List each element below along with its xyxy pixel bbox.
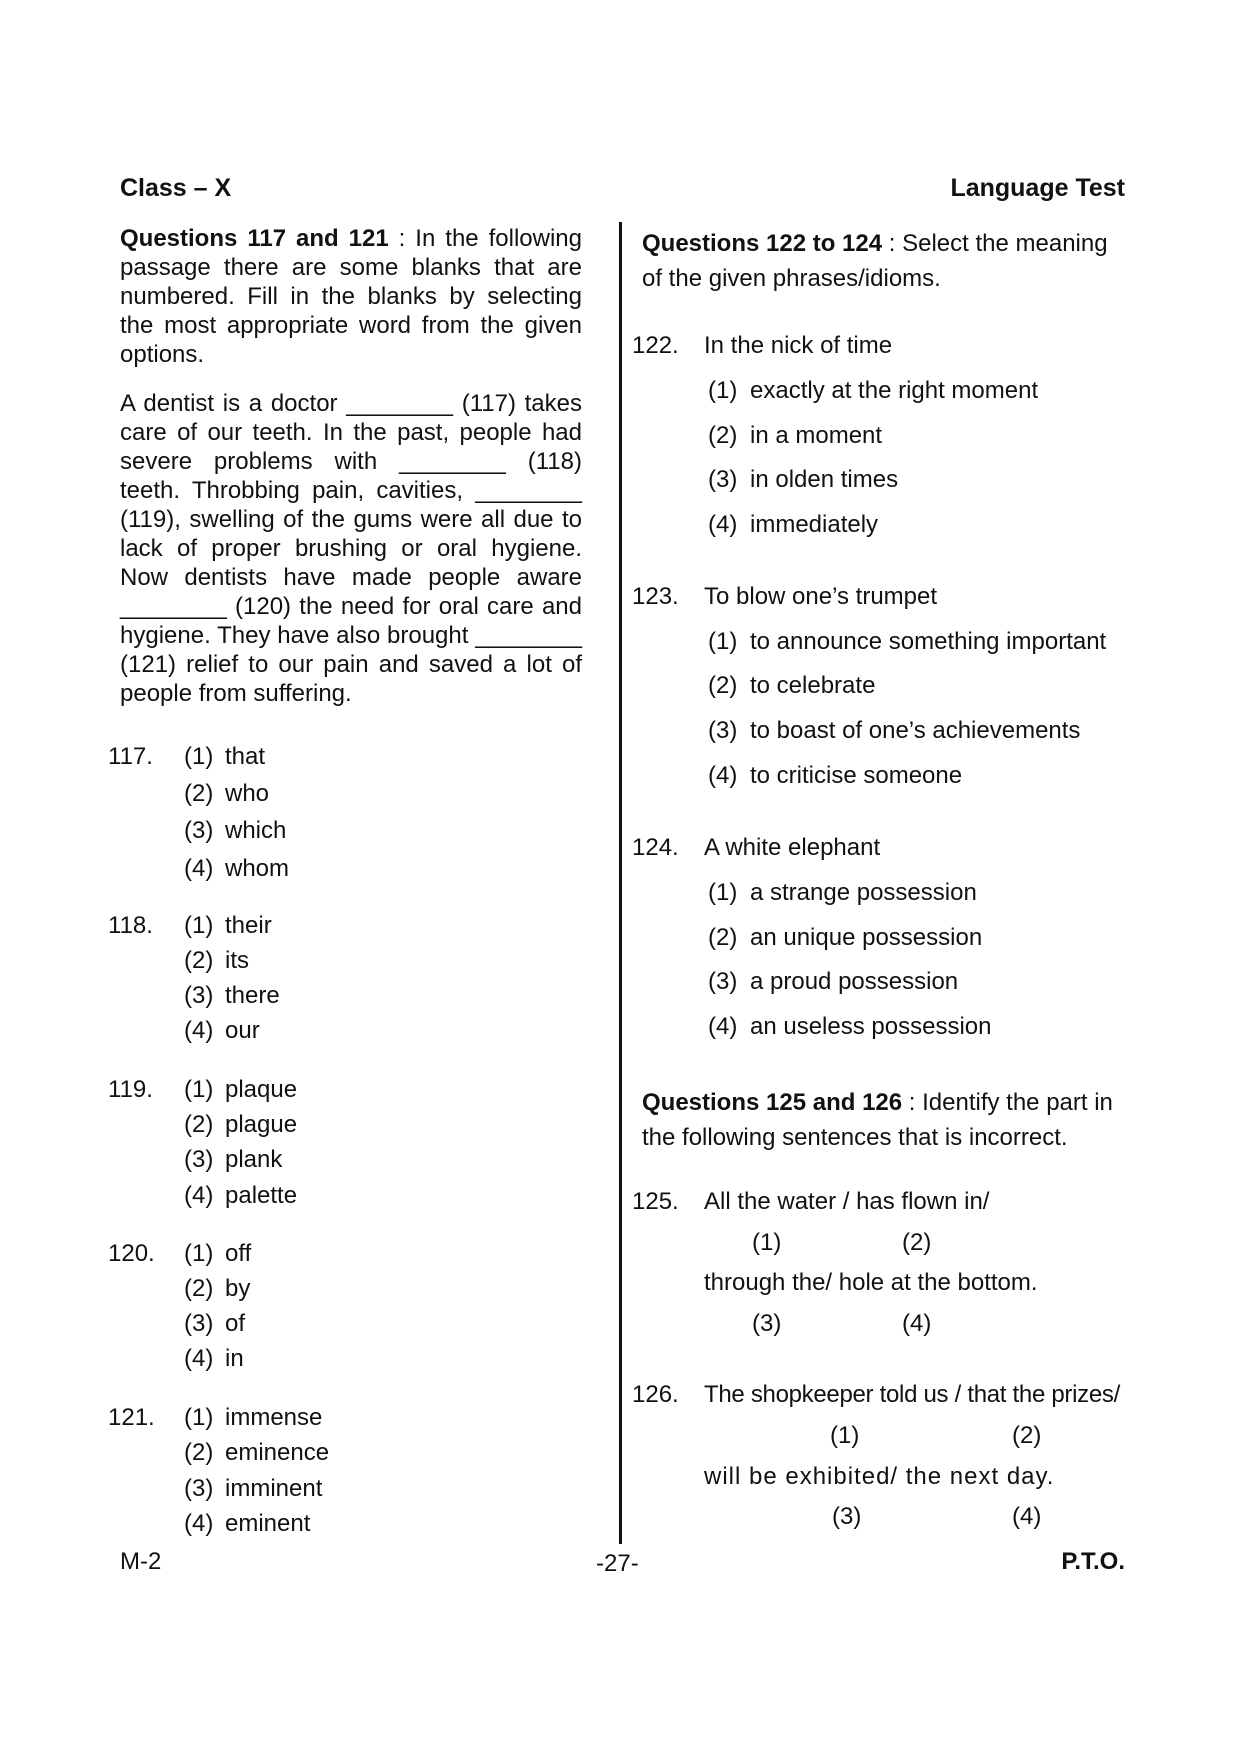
- page-number: -27-: [596, 1550, 639, 1577]
- idioms-text: : Select the meaning of the given phrases/idioms.: [642, 230, 1108, 292]
- option[interactable]: (1) off: [184, 1240, 252, 1267]
- option[interactable]: (1) to announce something important: [708, 628, 1107, 655]
- question-number: 121.: [108, 1404, 155, 1431]
- idioms-heading: Questions 122 to 124: [642, 230, 883, 257]
- question-text: To blow one’s trumpet: [704, 583, 938, 610]
- option[interactable]: (4) eminent: [184, 1510, 311, 1537]
- option[interactable]: (1) plaque: [184, 1076, 298, 1103]
- option[interactable]: (3) to boast of one’s achievements: [708, 717, 1081, 744]
- option[interactable]: (4) our: [184, 1017, 260, 1044]
- part-marker[interactable]: (1): [752, 1229, 782, 1256]
- section-title: Language Test: [950, 174, 1125, 202]
- option[interactable]: (2) by: [184, 1275, 251, 1302]
- question-number: 125.: [632, 1188, 679, 1215]
- question-number: 119.: [108, 1076, 153, 1103]
- option[interactable]: (3) of: [184, 1310, 246, 1337]
- option[interactable]: (4) immediately: [708, 511, 879, 538]
- class-label: Class – X: [120, 174, 232, 202]
- option[interactable]: (3) a proud possession: [708, 968, 959, 995]
- option[interactable]: (2) an unique possession: [708, 924, 983, 951]
- passage-text: A dentist is a doctor ________ (117) takes care of our teeth. In the past, people had severe problems with ________ (118) teeth. Throbbing pain, cavities, ________ (119), swelling of the gums were all due to lack of proper brushing or oral hygiene. Now dentists have made people aware ________ (120) the need for oral care and hygiene. They have also brought ________ (121) relief to our pain and saved a lot of people from suffering.: [120, 390, 582, 707]
- question-number: 118.: [108, 912, 153, 939]
- question-text: A white elephant: [704, 834, 881, 861]
- option[interactable]: (1) their: [184, 912, 272, 939]
- booklet-code: M-2: [120, 1548, 162, 1575]
- sentence-part-line: will be exhibited/ the next day.: [704, 1463, 1055, 1490]
- sentence-part-line: through the/ hole at the bottom.: [704, 1269, 1038, 1296]
- part-marker[interactable]: (2): [1012, 1422, 1042, 1449]
- option[interactable]: (3) plank: [184, 1146, 283, 1173]
- option[interactable]: (2) its: [184, 947, 249, 974]
- part-marker[interactable]: (2): [902, 1229, 932, 1256]
- question-number: 122.: [632, 332, 679, 359]
- question-number: 123.: [632, 583, 679, 610]
- error-spotting-instructions: [642, 1085, 1122, 1155]
- part-marker[interactable]: (3): [832, 1503, 862, 1530]
- option[interactable]: (3) imminent: [184, 1475, 323, 1502]
- instructions-heading: Questions 117 and 121: [120, 225, 389, 252]
- part-marker[interactable]: (4): [1012, 1503, 1042, 1530]
- part-marker[interactable]: (4): [902, 1310, 932, 1337]
- option[interactable]: (4) whom: [184, 855, 290, 882]
- option[interactable]: (2) plague: [184, 1111, 298, 1138]
- question-number: 117.: [108, 743, 153, 770]
- option[interactable]: (2) who: [184, 780, 270, 807]
- option[interactable]: (1) immense: [184, 1404, 323, 1431]
- part-marker[interactable]: (3): [752, 1310, 782, 1337]
- question-number: 124.: [632, 834, 679, 861]
- question-number: 120.: [108, 1240, 155, 1267]
- instructions-text: : In the following passage there are some blanks that are numbered. Fill in the blanks by selecting the most appropriate word from the given options.: [120, 225, 582, 368]
- option[interactable]: (4) an useless possession: [708, 1013, 992, 1040]
- option[interactable]: (1) a strange possession: [708, 879, 977, 906]
- sentence-part-line: The shopkeeper told us / that the prizes/: [704, 1381, 1120, 1408]
- option[interactable]: (1) exactly at the right moment: [708, 377, 1039, 404]
- option[interactable]: (3) in olden times: [708, 466, 899, 493]
- error-spotting-heading: Questions 125 and 126: [642, 1089, 903, 1116]
- passage-instructions: [120, 224, 582, 369]
- option[interactable]: (3) which: [184, 817, 287, 844]
- left-column: [120, 224, 582, 708]
- sentence-part-line: All the water / has flown in/: [704, 1188, 990, 1215]
- error-spotting-text: : Identify the part in the following sentences that is incorrect.: [642, 1089, 1113, 1151]
- please-turn-over: P.T.O.: [1061, 1548, 1125, 1575]
- idioms-instructions: [642, 226, 1122, 296]
- question-text: In the nick of time: [704, 332, 893, 359]
- part-marker[interactable]: (1): [830, 1422, 860, 1449]
- option[interactable]: (2) eminence: [184, 1439, 330, 1466]
- option[interactable]: (4) to criticise someone: [708, 762, 963, 789]
- option[interactable]: (1) that: [184, 743, 266, 770]
- question-number: 126.: [632, 1381, 679, 1408]
- option[interactable]: (2) in a moment: [708, 422, 883, 449]
- option[interactable]: (3) there: [184, 982, 280, 1009]
- option[interactable]: (2) to celebrate: [708, 672, 876, 699]
- option[interactable]: (4) palette: [184, 1182, 298, 1209]
- column-divider: [619, 222, 622, 1544]
- option[interactable]: (4) in: [184, 1345, 244, 1372]
